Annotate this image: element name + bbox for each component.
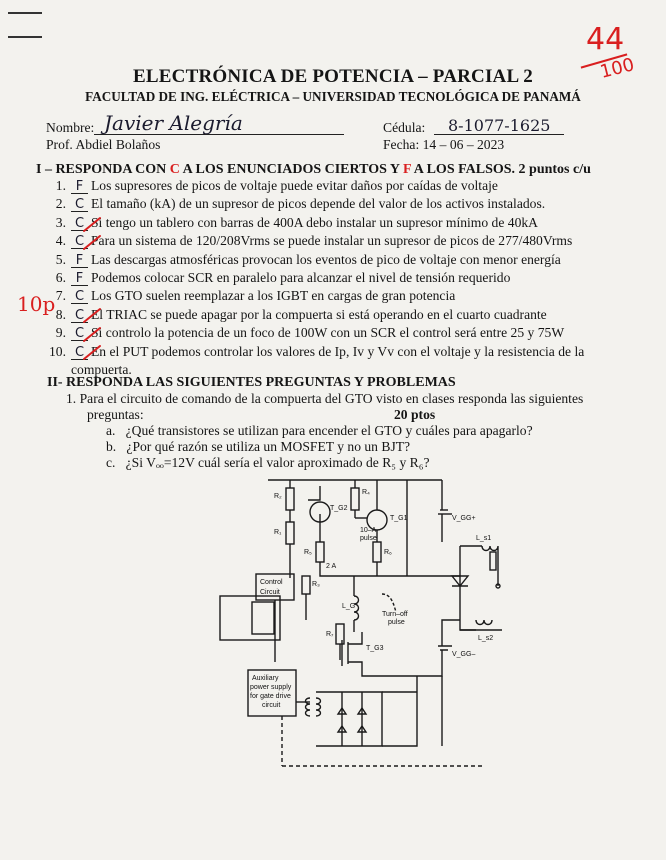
- label-r6: R₆: [384, 549, 392, 556]
- wrong-mark: [84, 218, 100, 231]
- section2-heading: II- RESPONDA LAS SIGUIENTES PREGUNTAS Y PROBLEMAS: [47, 375, 456, 390]
- list-item: 9. C Si controlo la potencia de un foco de 100W con un SCR el control será entre 25 y 75W: [55, 325, 565, 342]
- resistor-r4: [351, 488, 359, 510]
- cedula-value: 8-1077-1625: [448, 116, 551, 135]
- name-label: Nombre:: [46, 120, 95, 135]
- label-control: Control: [260, 579, 283, 586]
- label-tg2: T_G2: [330, 505, 348, 512]
- resistor-r5: [316, 542, 324, 562]
- resistor-r3: [302, 576, 310, 594]
- label-aux1: Auxiliary: [252, 675, 279, 682]
- prof-name: Prof. Abdiel Bolaños: [46, 137, 161, 152]
- label-r4: R₄: [362, 489, 370, 496]
- wrong-mark: [84, 328, 100, 341]
- exam-date: Fecha: 14 – 06 – 2023: [383, 137, 505, 152]
- answer-mark: C: [71, 309, 88, 323]
- top-left-rule: [8, 36, 42, 38]
- answer-mark: C: [71, 346, 88, 360]
- label-pulse2: pulse: [388, 619, 405, 626]
- label-r5: R₅: [304, 549, 312, 556]
- answer-mark: F: [71, 254, 88, 268]
- subquestion-b: b. ¿Por qué razón se utiliza un MOSFET y no un BJT?: [106, 439, 411, 454]
- list-item-continuation: compuerta.: [71, 361, 132, 377]
- answer-mark: C: [71, 217, 88, 231]
- label-r3: R₃: [312, 581, 320, 588]
- resistor-r7: [336, 624, 344, 644]
- label-r2: R₂: [274, 493, 282, 500]
- section1-f-letter: F: [402, 162, 412, 177]
- list-item: 6. F Podemos colocar SCR en paralelo para alcanzar el nivel de tensión requerido: [55, 269, 511, 286]
- resistor-r6: [373, 542, 381, 562]
- answer-mark: C: [71, 235, 88, 249]
- name-value: Javier Alegría: [104, 111, 243, 135]
- transistor-tg3: [342, 632, 362, 674]
- grade-score: 44: [586, 22, 625, 57]
- exam-subtitle: FACULTAD DE ING. ELÉCTRICA – UNIVERSIDAD TECNOLÓGICA DE PANAMÁ: [85, 89, 581, 104]
- label-aux2: power supply: [250, 684, 292, 691]
- list-item: 2. C El tamaño (kA) de un supresor de picos depende del valor de los activos instalados.: [55, 196, 546, 213]
- grading-marks: [70, 190, 190, 390]
- label-tg1: T_G1: [390, 515, 408, 522]
- label-10a: 10–A: [360, 527, 377, 534]
- wrong-mark: [84, 346, 100, 359]
- gto-gate-drive-circuit: [212, 470, 522, 770]
- resistor-r2: [286, 488, 294, 510]
- resistor-r1: [286, 522, 294, 544]
- label-aux3: for gate drive: [250, 693, 291, 700]
- list-item: 3. C Si tengo un tablero con barras de 400A debo instalar un supresor mínimo de 40kA: [55, 214, 538, 231]
- answer-mark: C: [71, 198, 88, 212]
- label-tg3: T_G3: [366, 645, 384, 652]
- top-left-rule: [8, 12, 42, 14]
- section1-heading: I – RESPONDA CON C A LOS ENUNCIADOS CIERTOS Y F A LOS FALSOS. 2 puntos c/u: [36, 162, 591, 177]
- label-ls2: L_s2: [478, 635, 494, 642]
- answer-mark: F: [71, 272, 88, 286]
- answer-mark: F: [71, 180, 88, 194]
- subquestion-c: c. ¿Si Vₒₒ=12V cuál sería el valor aproximado de R₅ y R₆?: [106, 455, 430, 470]
- subquestion-a: a. ¿Qué transistores se utilizan para encender el GTO y cuáles para apagarlo?: [106, 423, 533, 438]
- label-pulse: pulse: [360, 535, 377, 542]
- label-2a: 2 A: [326, 563, 337, 570]
- list-item: 7. C Los GTO suelen reemplazar a los IGBT en cargas de gran potencia: [55, 288, 456, 305]
- label-r1: R₁: [274, 529, 282, 536]
- label-aux4: circuit: [262, 702, 281, 709]
- transformer: [306, 698, 321, 716]
- inductor-ls2: [476, 620, 492, 625]
- label-turnoff: Turn–off: [382, 611, 408, 618]
- question1-line1: 1. Para el circuito de comando de la compuerta del GTO visto en clases responda las siguientes: [66, 391, 584, 406]
- label-lg: L_G: [342, 603, 356, 610]
- answer-mark: C: [71, 327, 88, 341]
- exam-title: ELECTRÓNICA DE POTENCIA – PARCIAL 2: [133, 66, 533, 87]
- wrong-mark: [84, 309, 100, 322]
- list-item: 1. F Los supresores de picos de voltaje puede evitar daños por caídas de voltaje: [55, 178, 498, 194]
- cedula-label: Cédula:: [383, 120, 426, 135]
- list-item: 4. C Para un sistema de 120/208Vrms se puede instalar un supresor de picos de 277/480Vrms: [55, 233, 573, 250]
- grade-total: 100: [597, 54, 637, 83]
- section1-margin-score: 10p: [17, 292, 56, 316]
- section1-c-letter: C: [169, 162, 180, 177]
- list-item: 8. C El TRIAC se puede apagar por la compuerta si está operando en el cuarto cuadrante: [55, 306, 547, 323]
- wrong-mark: [84, 236, 100, 249]
- label-vgg-minus: V_GG–: [452, 651, 476, 658]
- answer-mark: C: [71, 290, 88, 304]
- label-r7: R₇: [326, 631, 334, 638]
- label-circuit: Circuit: [260, 589, 280, 596]
- label-ls1: L_s1: [476, 535, 492, 542]
- list-item: 5. F Las descargas atmosféricas provocan los eventos de pico de voltaje con menor energía: [55, 251, 561, 268]
- label-vgg-plus: V_GG+: [452, 515, 476, 522]
- list-item: 10. C En el PUT podemos controlar los valores de Ip, Iv y Vv con el voltaje y la resistencia de la: [49, 343, 585, 360]
- question1-line2: preguntas:: [87, 407, 144, 422]
- question1-points: 20 ptos: [394, 407, 436, 422]
